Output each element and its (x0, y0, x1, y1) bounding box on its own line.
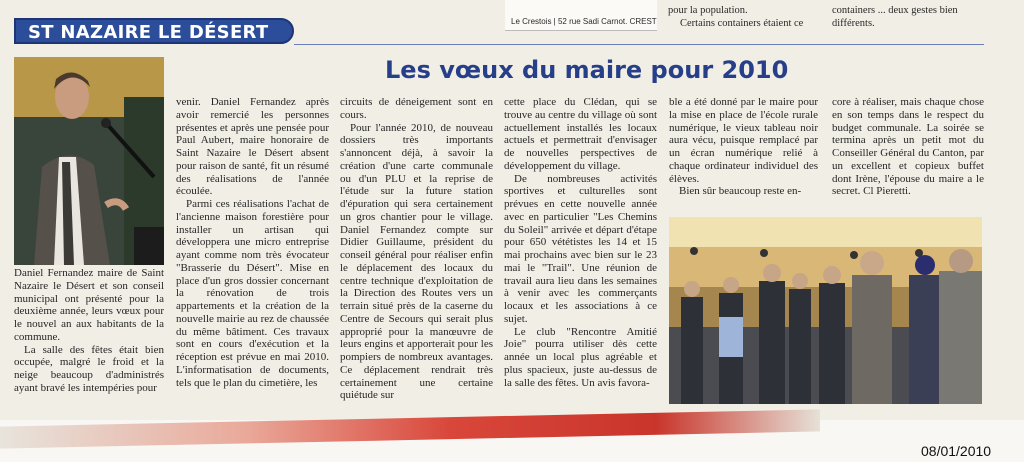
top-middle-line-2: Certains containers étaient ce (680, 18, 804, 29)
top-right-line-1: containers ... deux gestes bien (832, 5, 958, 16)
article-paragraph: core à réaliser, mais chaque chose en son temps dans le respect du budget communale. La soirée se termina après un petit mot du Conseiller Général du Canton, par un excellent et copieux buffet dont Irène, l'épouse du maire a le secret. Cl Pieretti. (832, 96, 984, 198)
article-paragraph: Bien sûr beaucoup reste en- (679, 185, 802, 198)
photo-caption (14, 267, 164, 395)
article-headline: Les vœux du maire pour 2010 (385, 56, 789, 84)
article-column-1 (176, 96, 329, 389)
article-paragraph: cette place du Clédan, qui se trouve au centre du village où sont actuellement installés les locaux actuels et permettrait d'envisager de nouvelles perspectives de développement du village. (504, 96, 657, 172)
article-column-3 (504, 96, 657, 389)
article-paragraph: Le club "Rencontre Amitié Joie" pourra utiliser dès cette année un local plus agréable et plus spacieux, juste au-dessus de la salle des fêtes. Un avis favora- (504, 325, 657, 389)
photo-mayor-speaking (14, 57, 164, 265)
clipping-date: 08/01/2010 (921, 443, 992, 459)
top-right-line-2: différents. (832, 18, 875, 29)
article-paragraph: circuits de déneigement sont en cours. (340, 96, 493, 121)
article-column-2 (340, 96, 493, 402)
article-paragraph: venir. Daniel Fernandez après avoir remercié les personnes présentes et après une pensée pour Paul Aubert, maire honoraire de Saint Nazaire le Désert absent pour raison de santé, fit un résumé des réalisations de l'année écoulée. (176, 96, 329, 198)
article-paragraph: Pour l'année 2010, de nouveau dossiers très importants s'annoncent déjà, à savoir la création d'une carte communale ou d'un PLU et la reprise de l'étude sur la future station d'épuration qui sera certainement un gros chantier pour le village. Daniel Fernandez compte sur Didier Guillaume, président du conseil général pour réaliser enfin le déplacement des locaux du centre technique d'exploitation de la Direction des Routes vers un terrain situé près de la caserne du Centre de Secours qui serait plus approprié pour la manœuvre de leurs engins et apporterait pour les pompiers de nombreux avantages. Ce déplacement rendrait très certainement une certaine quiétude sur (340, 121, 493, 402)
top-middle-line-1: pour la population. (668, 5, 748, 16)
section-banner (14, 18, 294, 44)
article-paragraph: Parmi ces réalisations l'achat de l'ancienne maison forestière pour installer un artisan qui développera une micro entreprise ayant comme nom très évocateur "Brasserie du Désert". Mise en place d'un gros dossier concernant la rénovation de trois appartements et la création de la nouvelle mairie au rez de chaussée du même bâtiment. Ces travaux sont en cours d'exécution et la réception est prévue en mai 2010. L'informatisation de documents, tels que le plan du cimetière, les (176, 198, 330, 389)
article-paragraph: ble a été donné par le maire pour la mise en place de l'école rurale numérique, le vieux tableau noir aura vécu, puisque remplacé par un écran numérique relié à chaque ordinateur individuel des élèves. (669, 96, 818, 185)
caption-paragraph: Daniel Fernandez maire de Saint Nazaire le Désert et son conseil municipal ont présenté pour la deuxième année, leurs vœux pour le nouvel an aux habitants de la commune. (14, 267, 164, 343)
article-paragraph: De nombreuses activités sportives et culturelles sont prévues en cette nouvelle année avec en particulier "Les Chemins du Soleil" arrivée et départ d'étape pour 650 vététistes les 14 et 15 mai prochains avec bien sur le 23 mai le "Trail". Une réunion de travail aura lieu dans les semaines à venir avec les commerçants locaux et les associations à ce sujet. (504, 172, 657, 325)
photo-reception-crowd (669, 217, 982, 404)
article-column-5 (832, 96, 984, 198)
article-column-4 (669, 96, 818, 198)
section-title: ST NAZAIRE LE DÉSERT (28, 22, 269, 43)
caption-paragraph: La salle des fêtes était bien occupée, malgré le froid et la neige beaucoup d'administrés ayant bravé les intempéries pour (14, 343, 164, 394)
top-advert-strip (505, 0, 657, 31)
top-advert-text: Le Crestois | 52 rue Sadi Carnot. CREST (511, 17, 657, 26)
section-rule (294, 44, 984, 45)
